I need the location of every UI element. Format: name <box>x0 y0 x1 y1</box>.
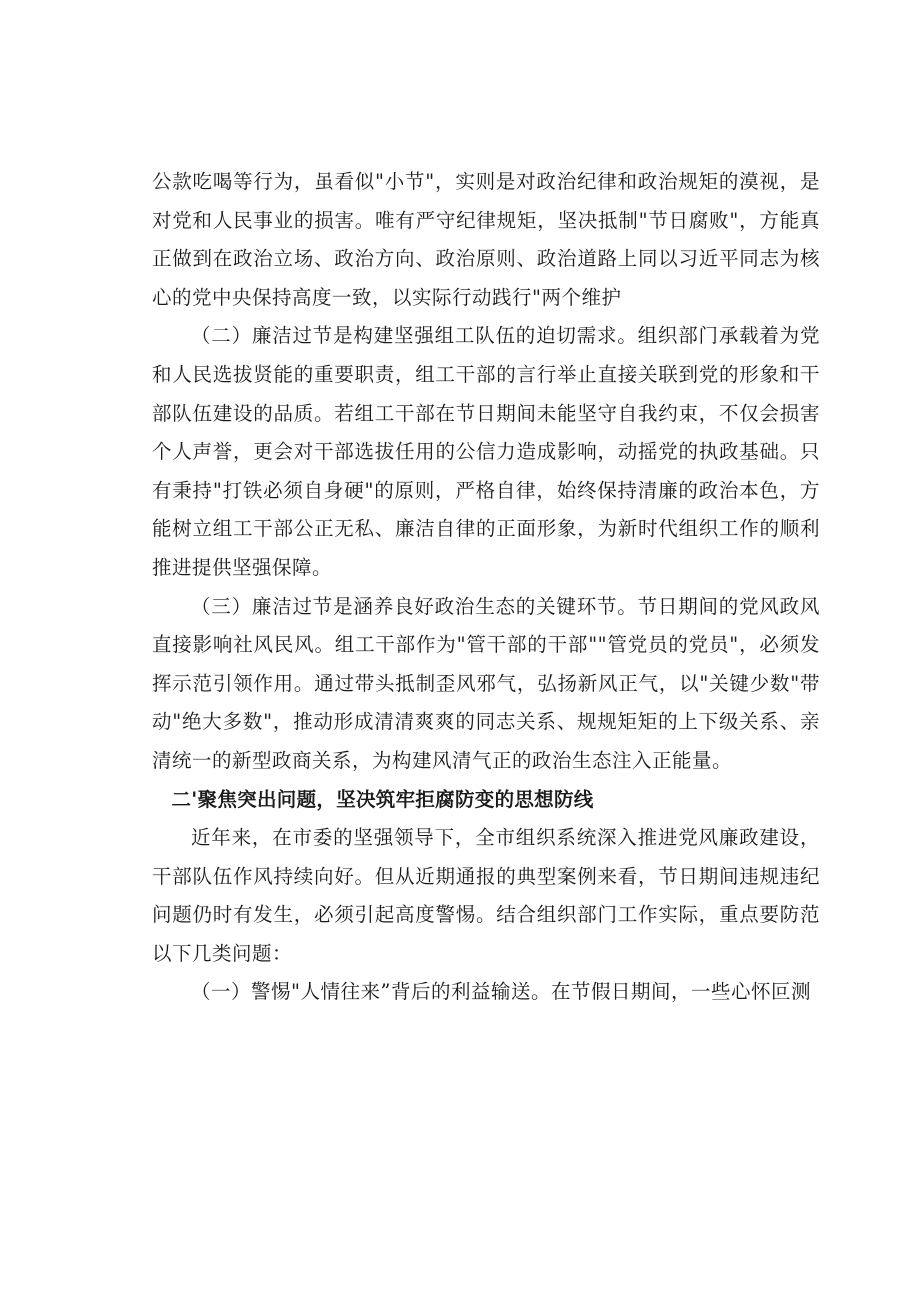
section-heading-two: 二'聚焦突出问题，坚决筑牢拒腐防变的思想防线 <box>171 787 594 811</box>
document-body <box>152 163 820 1012</box>
paragraph-section-two: （二）廉洁过节是构建坚强组工队伍的迫切需求。组织部门承载着为党和人民选拔贤能的重要职责，组工干部的言行举止直接关联到党的形象和干部队伍建设的品质。若组工干部在节日期间未能坚守自我约束，不仅会损害个人声誉，更会对干部选拔任用的公信力造成影响，动摇党的执政基础。只有秉持"打铁必须自身硬"的原则，严格自律，始终保持清廉的政治本色，方能树立组工干部公正无私、廉洁自律的正面形象，为新时代组织工作的顺利推进提供坚强保障。 <box>152 324 820 579</box>
paragraph-intro: 近年来，在市委的坚强领导下，全市组织系统深入推进党风廉政建设，干部队伍作风持续向好。但从近期通报的典型案例来看，节日期间违规违纪问题仍时有发生，必须引起高度警惕。结合组织部门工作实际，重点要防范以下几类问题： <box>152 826 820 965</box>
paragraph-continuation: 公款吃喝等行为，虽看似"小节"，实则是对政治纪律和政治规矩的漠视，是对党和人民事业的损害。唯有严守纪律规矩，坚决抵制"节日腐败"，方能真正做到在政治立场、政治方向、政治原则、政治道路上同以习近平同志为核心的党中央保持高度一致，以实际行动践行"两个维护 <box>152 170 820 309</box>
paragraph-section-three: （三）廉洁过节是涵养良好政治生态的关键环节。节日期间的党风政风直接影响社风民风。组工干部作为"管干部的干部""管党员的党员"，必须发挥示范引领作用。通过带头抵制歪风邪气，弘扬新风正气，以"关键少数"带动"绝大多数"，推动形成清清爽爽的同志关系、规规矩矩的上下级关系、亲清统一的新型政商关系，为构建风清气正的政治生态注入正能量。 <box>152 594 820 772</box>
paragraph-item-one: （一）警惕"人情往来”背后的利益输送。在节假日期间，一些心怀叵测 <box>191 980 811 1004</box>
